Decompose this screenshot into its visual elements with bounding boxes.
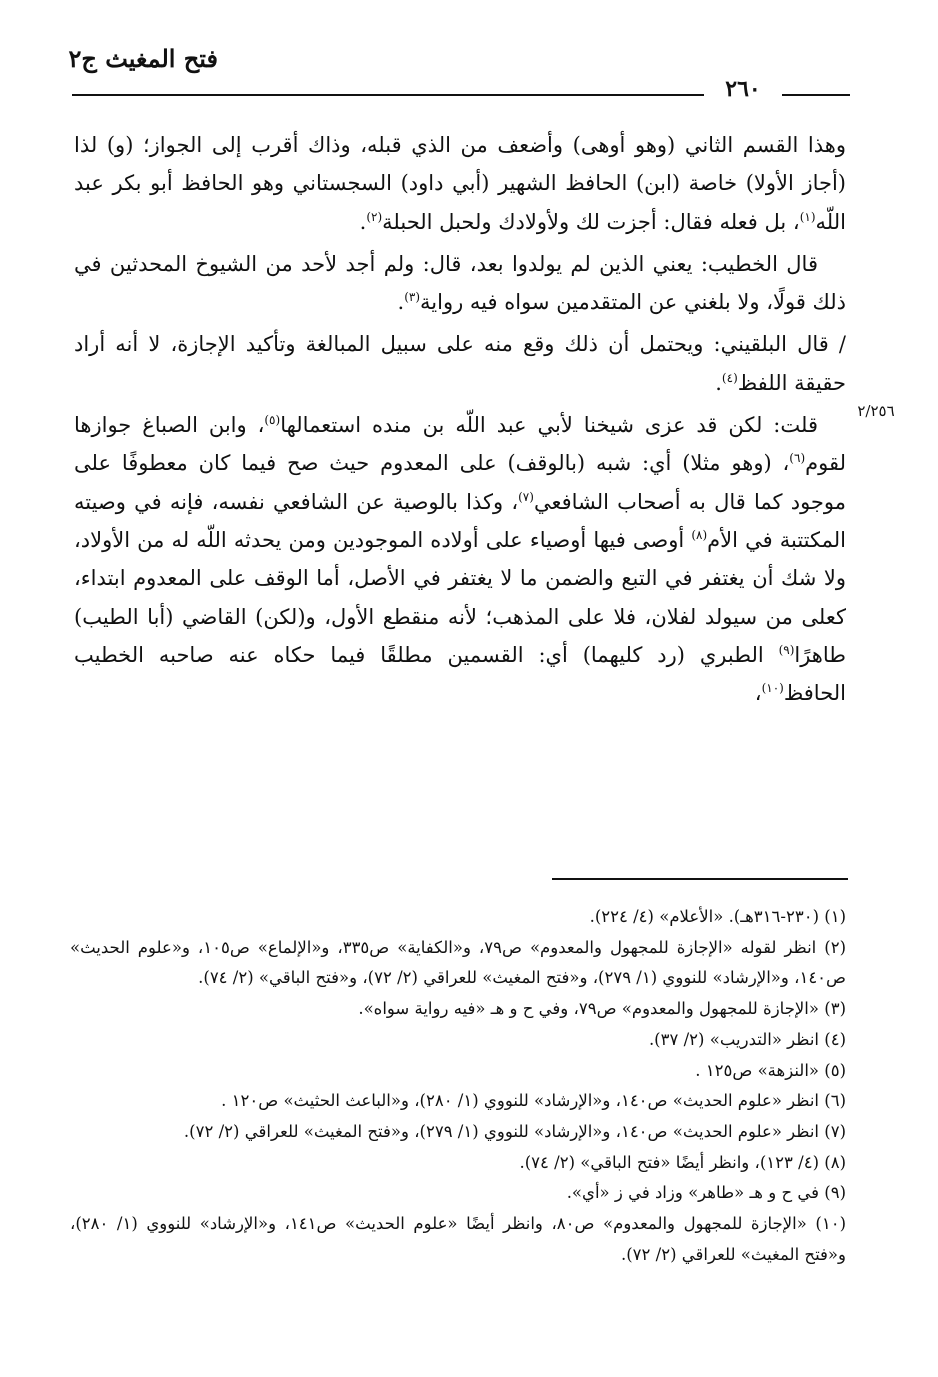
footnote-marker: (٩) [778, 642, 795, 657]
paragraph-text: قال الخطيب: يعني الذين لم يولدوا بعد، قال: ولم أجد لأحد من الشيوخ المحدثين في ذلك قولًا، ولا بلغني عن المتقدمين سواه فيه رواية [74, 251, 846, 315]
footnote-marker: (١٠) [761, 681, 784, 696]
footnote-marker: (٦) [789, 451, 806, 466]
paragraph-text: الطبري (رد كليهما) أي: القسمين مطلقًا فيما حكاه عنه صاحبه الخطيب الحافظ [74, 642, 846, 706]
paragraph-text: أوصى فيها أوصياء على أولاده الموجودين ومن يحدثه اللّه له من الأولاد، ولا شك أن يغتفر في التبع والضمن ما لا يغتفر في الأصل، أما الوقف على المعدوم ابتداء، كعلى من سيولد لفلان، فلا على المذهب؛ لأنه منقطع الأول، و(لكن) القاضي (أبا الطيب) طاهرًا [74, 527, 846, 667]
footnote-6: (٦) انظر «علوم الحديث» ص١٤٠، و«الإرشاد» للنووي (١/ ٢٨٠)، و«الباعث الحثيث» ص١٢٠ . [221, 1091, 846, 1111]
header-rule-short [782, 94, 850, 96]
footnote-7: (٧) انظر «علوم الحديث» ص١٤٠، و«الإرشاد» للنووي (١/ ٢٧٩)، و«فتح المغيث» للعراقي (٢/ ٧٢). [183, 1121, 846, 1141]
footnote-8: (٨) (٤/ ١٢٣)، وانظر أيضًا «فتح الباقي» (٢/ ٧٤). [519, 1152, 846, 1172]
footnote-1: (١) (٢٣٠-٣١٦هـ). «الأعلام» (٤/ ٢٢٤). [589, 907, 846, 926]
main-text [74, 126, 846, 716]
footnote-marker: (٣) [404, 290, 421, 305]
paragraph-text: وهذا القسم الثاني (وهو أوهى) وأضعف من الذي قبله، وذاك أقرب إلى الجواز؛ (و) لذا (أجاز الأولا) خاصة (ابن) الحافظ الشهير (أبي داود) السجستاني وهو الحافظ أبو بكر عبد اللّه [74, 133, 846, 234]
paragraph-text: . [359, 209, 367, 234]
paragraph-2 [74, 245, 846, 322]
paragraph-text: ، (وهو مثلا) أي: شبه (بالوقف) على المعدوم حيث صح فيما كان معطوفًا على موجود كما قال به أصحاب الشافعي [74, 451, 846, 514]
footnote-9: (٩) في ح و هـ «طاهر» وزاد في ز «أي». [566, 1183, 846, 1203]
footnote-marker: (١) [799, 209, 816, 224]
footnote-marker: (٤) [721, 370, 738, 385]
footnote-10: (١٠) «الإجازة للمجهول والمعدوم» ص٨٠، وانظر أيضًا «علوم الحديث» ص١٤١، و«الإرشاد» للنووي (١/ ٢٨٠)، و«فتح المغيث» للعراقي (٢/ ٧٢). [70, 1214, 846, 1264]
footnotes [70, 902, 846, 1270]
footnote-separator [552, 878, 848, 880]
footnote-5: (٥) «النزهة» ص١٢٥ . [695, 1060, 846, 1080]
footnote-marker: (٨) [691, 527, 708, 542]
footnote-marker: (٥) [264, 413, 281, 428]
paragraph-text: / قال البلقيني: ويحتمل أن ذلك وقع منه على سبيل المبالغة وتأكيد الإجازة، لا أنه أراد حقيقة اللفظ [74, 332, 846, 395]
footnote-marker: (٢) [366, 209, 383, 224]
paragraph-text: ، وكذا بالوصية عن الشافعي نفسه، فإنه في وصيته المكتتبة في الأم [74, 489, 846, 552]
paragraph-text: ، وابن الصباغ جوازها لقوم [74, 413, 846, 476]
footnote-3: (٣) «الإجازة للمجهول والمعدوم» ص٧٩، وفي ح و هـ «فيه رواية سواه». [358, 999, 846, 1019]
page-number: ٢٦٠ [725, 76, 761, 102]
paragraph-text: قلت: لكن قد عزى شيخنا لأبي عبد اللّه بن منده استعمالها [280, 413, 818, 438]
running-header-title: فتح المغيث ج٢ [68, 44, 218, 73]
paragraph-text: ، بل فعله فقال: أجزت لك ولأولادك ولحبل الحبلة [382, 209, 800, 234]
footnote-2: (٢) انظر لقوله «الإجازة للمجهول والمعدوم» ص٧٩، و«الكفاية» ص٣٣٥، و«الإلماع» ص١٠٥، و«علوم الحديث» ص١٤٠، و«الإرشاد» للنووي (١/ ٢٧٩)، و«فتح المغيث» للعراقي (٢/ ٧٢)، و«فتح الباقي» (٢/ ٧٤). [70, 937, 846, 988]
paragraph-text: . [715, 370, 722, 395]
paragraph-text: . [397, 290, 405, 315]
paragraph-text: ، [754, 681, 762, 706]
footnote-4: (٤) انظر «التدريب» (٢/ ٣٧). [648, 1029, 846, 1049]
paragraph-3 [74, 325, 846, 402]
paragraph-4 [74, 406, 846, 712]
paragraph-1 [74, 126, 846, 241]
header-rule [72, 94, 704, 96]
margin-page-reference: ٢/٢٥٦ [857, 402, 895, 420]
footnote-marker: (٧) [518, 489, 534, 504]
